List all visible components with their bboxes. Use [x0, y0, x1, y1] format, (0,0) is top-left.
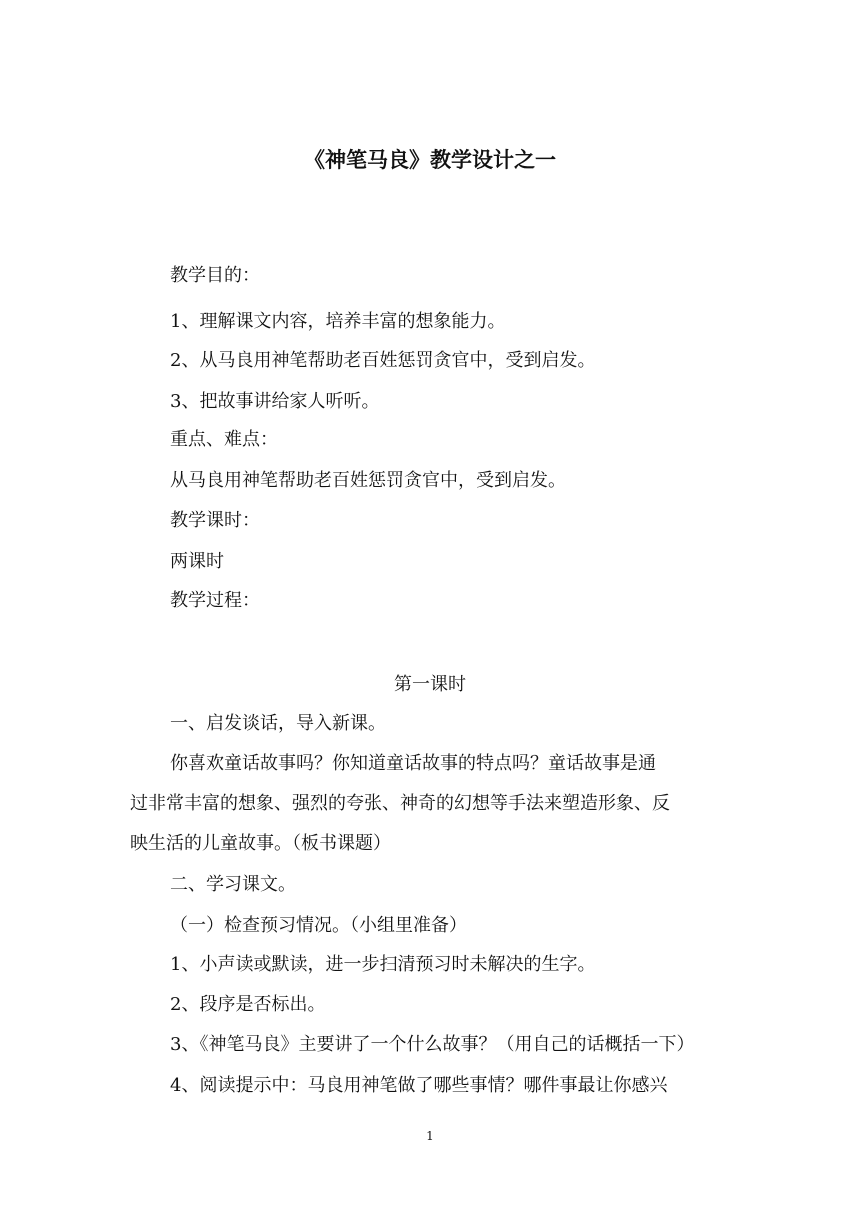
text-line: 教学过程：	[170, 590, 260, 611]
text-line: 2、从马良用神笔帮助老百姓惩罚贪官中，受到启发。	[170, 350, 596, 371]
text-line: 教学课时：	[170, 510, 260, 531]
text-line: 重点、难点：	[170, 429, 278, 450]
text-line: 4、阅读提示中：马良用神笔做了哪些事情？哪件事最让你感兴	[170, 1075, 668, 1096]
text-line: 1、小声读或默读，进一步扫清预习时未解决的生字。	[170, 954, 596, 975]
document-title: 《神笔马良》教学设计之一	[304, 147, 556, 172]
text-line: 1、理解课文内容，培养丰富的想象能力。	[170, 311, 506, 332]
text-line: 3、《神笔马良》主要讲了一个什么故事？（用自己的话概括一下）	[170, 1034, 695, 1055]
text-line: 映生活的儿童故事。（板书课题）	[130, 833, 391, 854]
text-line: 过非常丰富的想象、强烈的夸张、神奇的幻想等手法来塑造形象、反	[130, 793, 670, 814]
page-number: 1	[426, 1129, 434, 1143]
text-line: （一）检查预习情况。（小组里准备）	[170, 915, 467, 936]
text-line: 你喜欢童话故事吗？你知道童话故事的特点吗？童话故事是通	[170, 753, 656, 774]
text-line: 二、学习课文。	[170, 874, 296, 895]
text-line: 3、把故事讲给家人听听。	[170, 391, 380, 412]
text-line: 教学目的：	[170, 265, 260, 286]
text-line: 从马良用神笔帮助老百姓惩罚贪官中，受到启发。	[170, 470, 566, 491]
text-line: 2、段序是否标出。	[170, 994, 326, 1015]
text-line: 两课时	[170, 551, 224, 572]
section-heading: 第一课时	[394, 674, 466, 695]
text-line: 一、启发谈话，导入新课。	[170, 713, 386, 734]
